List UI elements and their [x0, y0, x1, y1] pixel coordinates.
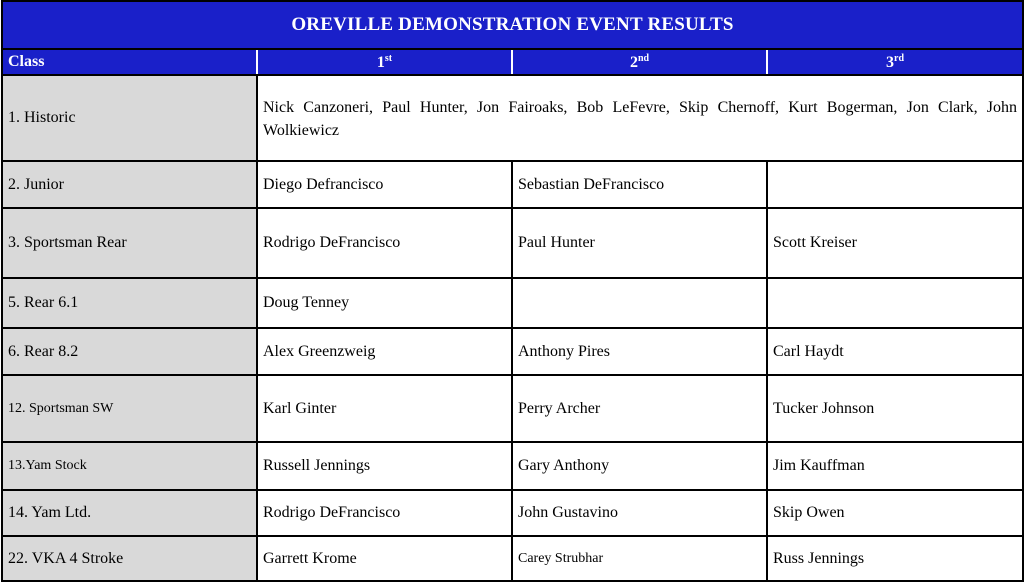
table-row [2, 442, 1023, 490]
table-row [2, 208, 1023, 278]
third-place-cell: Skip Owen [767, 490, 1023, 536]
second-place-cell: John Gustavino [512, 490, 767, 536]
first-place-cell: Karl Ginter [257, 375, 512, 442]
third-place-cell: Russ Jennings [767, 536, 1023, 581]
title-row [2, 1, 1023, 49]
third-place-cell [767, 278, 1023, 328]
results-sheet [1, 0, 1022, 582]
second-place-cell: Carey Strubhar [512, 536, 767, 581]
third-place-cell: Tucker Johnson [767, 375, 1023, 442]
first-place-cell: Russell Jennings [257, 442, 512, 490]
second-place-header [512, 49, 767, 75]
second-place-cell [512, 278, 767, 328]
third-place-cell: Scott Kreiser [767, 208, 1023, 278]
first-place-cell: Diego Defrancisco [257, 161, 512, 208]
third-place-header [767, 49, 1023, 75]
class-cell: 22. VKA 4 Stroke [2, 536, 257, 581]
header-row [2, 49, 1023, 75]
first-place-number: 1 [376, 53, 385, 71]
combined-results-cell: Nick Canzoneri, Paul Hunter, Jon Fairoaks, Bob LeFevre, Skip Chernoff, Kurt Bogerman, Jon Clark, John Wolkiewicz [257, 75, 1023, 161]
class-cell: 3. Sportsman Rear [2, 208, 257, 278]
first-place-suffix: st [384, 52, 393, 64]
table-title: OREVILLE DEMONSTRATION EVENT RESULTS [2, 1, 1023, 49]
class-cell: 13.Yam Stock [2, 442, 257, 490]
second-place-cell: Anthony Pires [512, 328, 767, 375]
class-cell: 14. Yam Ltd. [2, 490, 257, 536]
third-place-cell: Carl Haydt [767, 328, 1023, 375]
table-row [2, 328, 1023, 375]
second-place-cell: Perry Archer [512, 375, 767, 442]
table-row [2, 278, 1023, 328]
third-place-suffix: rd [894, 52, 905, 64]
second-place-suffix: nd [637, 52, 650, 64]
third-place-number: 3 [886, 53, 895, 71]
table-row [2, 161, 1023, 208]
first-place-cell: Rodrigo DeFrancisco [257, 490, 512, 536]
second-place-cell: Sebastian DeFrancisco [512, 161, 767, 208]
table-row [2, 375, 1023, 442]
second-place-cell: Paul Hunter [512, 208, 767, 278]
second-place-cell: Gary Anthony [512, 442, 767, 490]
class-cell: 1. Historic [2, 75, 257, 161]
results-table [1, 0, 1024, 582]
class-cell: 5. Rear 6.1 [2, 278, 257, 328]
third-place-cell: Jim Kauffman [767, 442, 1023, 490]
table-row [2, 490, 1023, 536]
class-column-header: Class [2, 49, 257, 75]
first-place-cell: Doug Tenney [257, 278, 512, 328]
second-place-number: 2 [629, 53, 638, 71]
table-row [2, 536, 1023, 581]
class-cell: 2. Junior [2, 161, 257, 208]
third-place-cell [767, 161, 1023, 208]
first-place-cell: Rodrigo DeFrancisco [257, 208, 512, 278]
table-row [2, 75, 1023, 161]
first-place-cell: Alex Greenzweig [257, 328, 512, 375]
class-cell: 6. Rear 8.2 [2, 328, 257, 375]
class-cell: 12. Sportsman SW [2, 375, 257, 442]
first-place-cell: Garrett Krome [257, 536, 512, 581]
first-place-header [257, 49, 512, 75]
